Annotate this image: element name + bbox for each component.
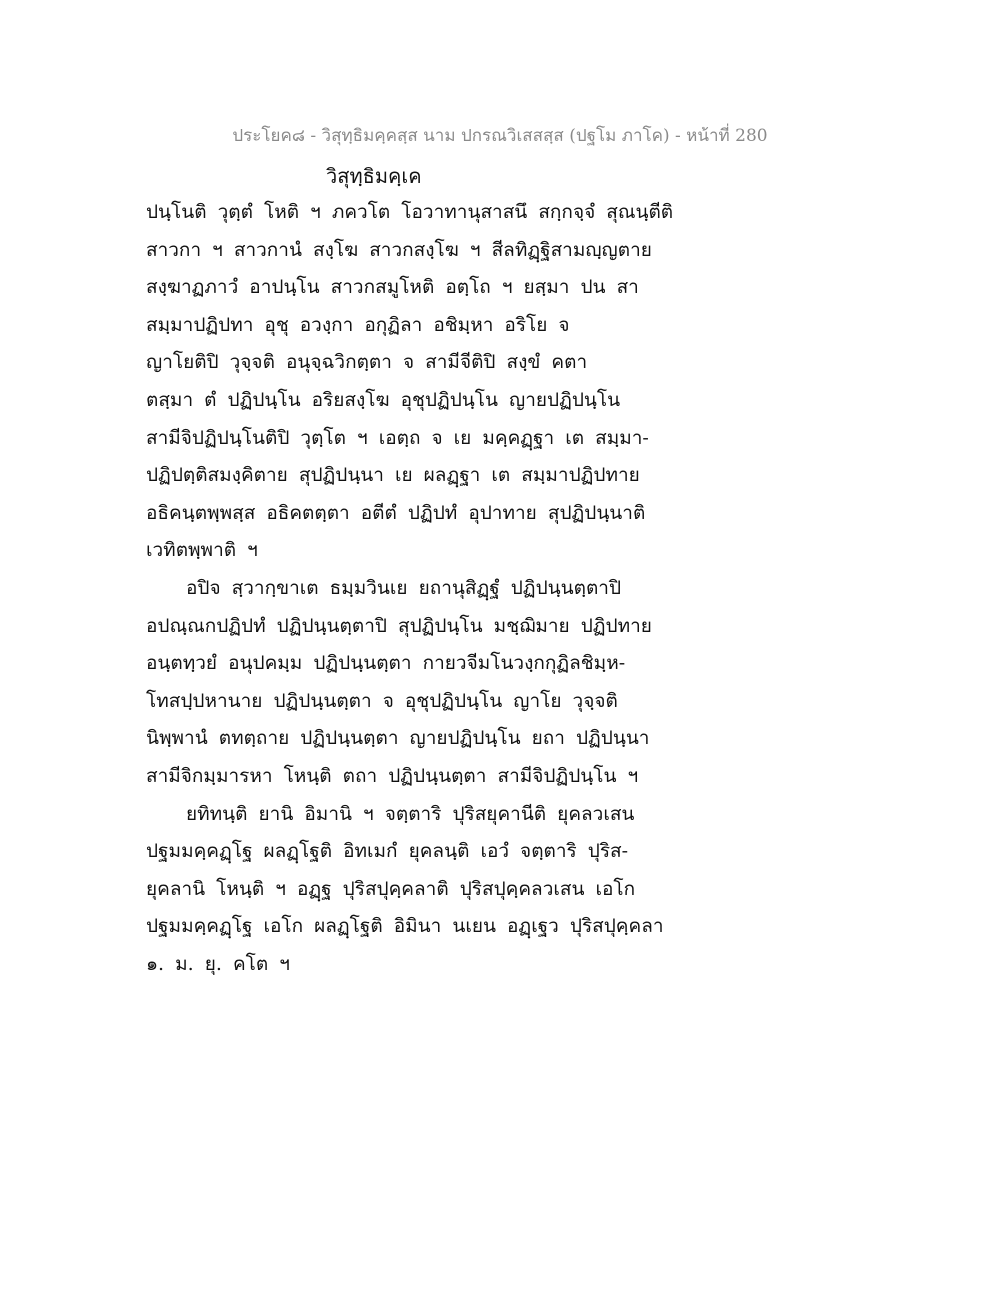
running-header: ประโยค๘ - วิสุทฺธิมคฺคสฺส นาม ปกรณวิเสสสฺส (ปฐโม ภาโค) - หน้าที่ 280 xyxy=(232,126,768,146)
text-line: นิพฺพานํ ตทตฺถาย ปฏิปนฺนตฺตา ญายปฏิปนฺโน ยถา ปฏิปนฺนา xyxy=(146,727,650,750)
text-line: สาวกา ฯ สาวกานํ สงฺโฆ สาวกสงฺโฆ ฯ สีลทิฏฺฐิสามญฺญตาย xyxy=(146,238,652,261)
text-line: ปฐมมคฺคฏฺโฐ ผลฏฺโฐติ อิทเมกํ ยุคลนฺติ เอวํ จตฺตาริ ปุริส- xyxy=(146,840,629,863)
text-line: สามีจิปฏิปนฺโนติปิ วุตฺโต ฯ เอตฺถ จ เย มคฺคฏฺฐา เต สมฺมา- xyxy=(146,426,649,449)
paragraph-start-line: อปิจ สฺวากฺขาเต ธมฺมวินเย ยถานุสิฏฺฐํ ปฏิปนฺนตฺตาปิ xyxy=(186,576,622,599)
text-line: ยุคลานิ โหนฺติ ฯ อฏฺฐ ปุริสปุคฺคลาติ ปุริสปุคฺคลวเสน เอโก xyxy=(146,877,636,900)
text-line: ปฏิปตฺติสมงฺคิตาย สุปฏิปนฺนา เย ผลฏฺฐา เต สมฺมาปฏิปทาย xyxy=(146,464,640,487)
body-text xyxy=(146,194,706,983)
section-heading: วิสุทฺธิมคฺเค xyxy=(326,164,422,188)
text-line: โทสปฺปหานาย ปฏิปนฺนตฺตา จ อุชุปฏิปนฺโน ญาโย วุจฺจติ xyxy=(146,689,618,712)
text-line: ตสฺมา ตํ ปฏิปนฺโน อริยสงฺโฆ อุชุปฏิปนฺโน ญายปฏิปนฺโน xyxy=(146,388,621,411)
text-line: อธิคนฺตพฺพสฺส อธิคตตฺตา อตีตํ ปฏิปทํ อุปาทาย สุปฏิปนฺนาติ xyxy=(146,501,646,524)
text-line: สงฺฆาฏภาวํ อาปนฺโน สาวกสมูโหติ อตฺโถ ฯ ยสฺมา ปน สา xyxy=(146,276,639,299)
text-line: อปณฺณกปฏิปทํ ปฏิปนฺนตฺตาปิ สุปฏิปนฺโน มชฺฌิมาย ปฏิปทาย xyxy=(146,614,652,637)
paragraph-start-line: ยทิทนฺติ ยานิ อิมานิ ฯ จตฺตาริ ปุริสยุคานีติ ยุคลวเสน xyxy=(186,802,635,825)
text-line: สามีจิกมฺมารหา โหนฺติ ตถา ปฏิปนฺนตฺตา สามีจิปฏิปนฺโน ฯ xyxy=(146,764,639,787)
text-line: สมฺมาปฏิปทา อุชุ อวงฺกา อกุฏิลา อชิมฺหา อริโย จ xyxy=(146,313,570,336)
footnote-line: ๑. ม. ยุ. คโต ฯ xyxy=(146,952,290,975)
text-line: ปนฺโนติ วุตฺตํ โหติ ฯ ภควโต โอวาทานุสาสนึ สกฺกจฺจํ สุณนฺตีติ xyxy=(146,201,674,223)
text-line: ญาโยติปิ วุจฺจติ อนุจฺฉวิกตฺตา จ สามีจีติปิ สงฺขํ คตา xyxy=(146,351,588,374)
text-line: เวทิตพฺพาติ ฯ xyxy=(146,539,258,562)
text-line: ปฐมมคฺคฏฺโฐ เอโก ผลฏฺโฐติ อิมินา นเยน อฏฺเฐว ปุริสปุคฺคลา xyxy=(146,915,664,938)
text-line: อนฺตทฺวยํ อนุปคมฺม ปฏิปนฺนตฺตา กายวจีมโนวงฺกกุฏิลชิมฺห- xyxy=(146,652,626,675)
